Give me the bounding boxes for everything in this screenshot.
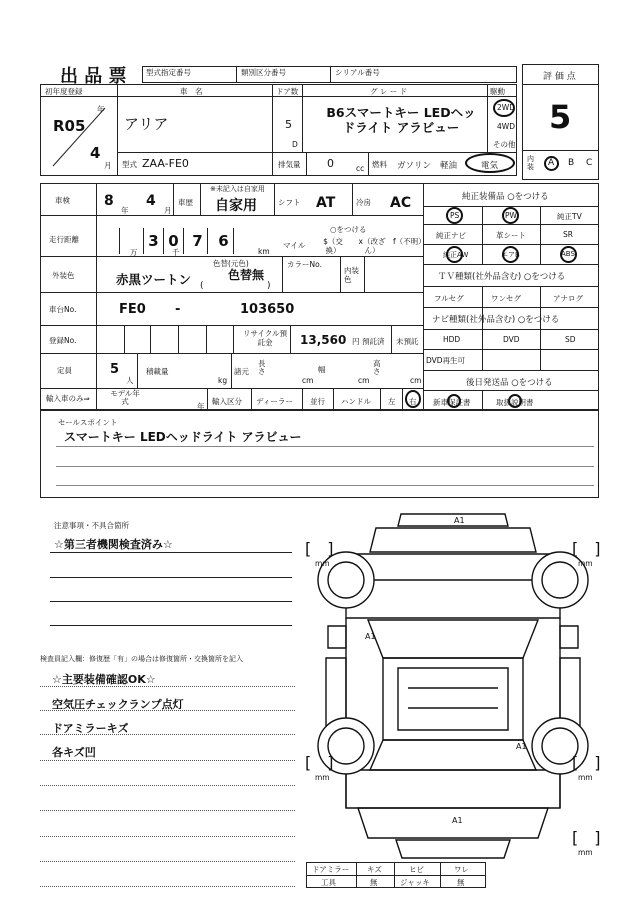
door-label: ドア数 [276, 87, 299, 96]
divider [40, 256, 423, 257]
divider [333, 388, 334, 410]
tire-bracket-fl: [ ] [305, 539, 334, 558]
divider [522, 84, 599, 85]
handle-option-right: 右 [409, 397, 417, 406]
divider [340, 256, 341, 292]
car-name-value: アリア [124, 115, 169, 133]
dims-length-unit: cm [302, 376, 314, 385]
equip-ps: PS [450, 211, 460, 220]
inspector-line-4: 各キズ凹 [52, 746, 96, 759]
door-suffix: D [292, 140, 298, 149]
equip-navi: 純正ナビ [436, 231, 466, 240]
capacity-value: 5 [110, 362, 120, 377]
note-line [40, 810, 295, 811]
divider [402, 388, 403, 410]
damage-mark-left: A1 [365, 632, 376, 641]
divider [306, 152, 307, 176]
legend-tools: 工具 [321, 878, 336, 887]
displacement-label: 排気量 [278, 160, 301, 169]
note-line [40, 886, 295, 887]
dims-length-label: 長さ [258, 359, 266, 376]
history-label: 車歴 [178, 198, 193, 207]
divider [251, 388, 252, 410]
mileage-digit-cell: 7 [188, 228, 208, 254]
grade-value: B6スマートキー LEDヘッドライト アラビュー [326, 105, 476, 135]
divider [440, 862, 441, 888]
divider [56, 466, 594, 467]
man-unit: 万 [130, 248, 138, 257]
divider [482, 206, 483, 264]
chassis-prefix: FE0 [119, 302, 146, 317]
mm-rr: mm [578, 773, 593, 782]
tire-bracket-rr: [ ] [572, 753, 601, 772]
equip-leather: 革シート [496, 231, 526, 240]
divider [391, 325, 392, 353]
divider [290, 325, 291, 353]
mileage-digit-cell: 3 [144, 228, 164, 254]
interior-option-a: A [548, 158, 555, 168]
displacement-value: 0 [327, 157, 334, 170]
divider [137, 353, 138, 388]
note-line [40, 861, 295, 862]
divider [522, 150, 599, 151]
shift-label: シフト [278, 198, 301, 207]
dims-height-label: 高さ [373, 359, 381, 376]
sales-point-text: スマートキー LEDヘッドライト アラビュー [64, 430, 302, 444]
registration-number-label: 登録No. [49, 336, 77, 345]
recycle-label: リサイクル預託金 [243, 329, 287, 347]
divider [423, 349, 599, 350]
paren-open: ( [200, 281, 204, 291]
year-unit: 年 [97, 105, 105, 114]
legend-mirror: ドアミラー [312, 865, 350, 874]
damage-mark-rear: A1 [452, 816, 463, 825]
divider [96, 388, 97, 410]
divider [231, 353, 232, 388]
interior-option-c: C [586, 158, 593, 168]
divider [173, 183, 174, 215]
divider [200, 183, 201, 215]
fuel-option-gasoline: ガソリン [397, 161, 432, 171]
shaken-year: 8 [104, 193, 114, 209]
divider [487, 84, 488, 152]
model-cert-label: 型式指定番号 [146, 68, 191, 77]
note-line [40, 785, 295, 786]
divider [423, 244, 599, 245]
damage-mark-right: A1 [516, 742, 527, 751]
mileage-digit-cell: 0 [164, 228, 184, 254]
mm-fl: mm [315, 559, 330, 568]
note-line [40, 734, 295, 735]
odometer-instruction: ○をつける [330, 225, 367, 234]
dims-height-unit: cm [410, 376, 422, 385]
divider [302, 84, 303, 152]
inspector-line-2: 空気圧チェックランプ点灯 [52, 698, 184, 711]
color-label: 外装色 [52, 271, 75, 280]
import-label: 輸入車のみ⇒ [46, 394, 90, 403]
registration-month: 4 [90, 144, 101, 162]
tire-bracket-rl: [ ] [305, 753, 334, 772]
divider [274, 183, 275, 215]
tv-title: ＴＶ種類(社外品含む) ○をつける [438, 272, 566, 282]
divider [423, 224, 599, 225]
color-number-label: カラーNo. [287, 260, 322, 269]
dims-label: 諸元 [234, 367, 249, 376]
vehicle-damage-diagram [298, 508, 608, 892]
warranty-circle [447, 394, 461, 408]
km-unit: km [258, 247, 270, 256]
tv-option-fullseg: フルセグ [434, 294, 464, 303]
chassis-dash: - [175, 302, 181, 317]
model-label: 型式 [122, 160, 137, 169]
color-change-label: 色替(元色) [213, 259, 249, 268]
divider [56, 485, 594, 486]
inspector-label: 検査員記入欄：修復歴「有」の場合は修復箇所・交換箇所を記入 [40, 655, 243, 663]
divider [40, 325, 423, 326]
dims-width-unit: cm [358, 376, 370, 385]
chassis-number: 103650 [240, 302, 295, 317]
inspector-line-1: ☆主要装備確認OK☆ [52, 673, 156, 686]
recycle-option-paid: 預託済 [362, 337, 385, 346]
equipment-title: 純正装備品 ○をつける [462, 192, 549, 202]
inspector-line-3: ドアミラーキズ [52, 722, 129, 735]
caution-text: ☆第三者機関検査済み☆ [54, 538, 173, 551]
divider [368, 152, 369, 176]
drive-label: 駆動 [490, 87, 505, 96]
mm-fr: mm [578, 559, 593, 568]
divider [207, 388, 208, 410]
fuel-option-diesel: 軽油 [440, 161, 458, 171]
navi-option-dvd: DVD [503, 335, 520, 344]
legend-scratch: キズ [367, 865, 382, 874]
divider [50, 601, 292, 602]
divider [356, 862, 357, 888]
divider [50, 552, 292, 553]
legend-crack: ヒビ [409, 865, 424, 874]
sales-point-label: セールスポイント [58, 418, 118, 427]
handle-label: ハンドル [341, 397, 371, 406]
equip-tv: 純正TV [557, 212, 582, 221]
divider [423, 307, 599, 308]
navi-title: ナビ種類(社外品含む) ○をつける [432, 315, 560, 325]
load-label: 積載量 [146, 367, 169, 376]
divider [423, 286, 599, 287]
interior-option-b: B [568, 158, 575, 168]
equip-airbag: エアB [501, 251, 520, 259]
displacement-unit: cc [356, 164, 365, 173]
recycle-option-unpaid: 未預託 [396, 337, 419, 346]
later-items-title: 後日発送品 ○をつける [466, 378, 553, 388]
divider [423, 264, 599, 265]
legend-jack-value: 無 [457, 878, 465, 887]
divider [206, 325, 207, 353]
divider [423, 370, 599, 371]
drive-option-2wd: 2WD [497, 103, 515, 112]
model-year-label: モデル年式 [110, 389, 140, 406]
fuel-option-electric: 電気 [481, 161, 499, 171]
model-value: ZAA-FE0 [142, 157, 189, 170]
navi-option-hdd: HDD [443, 335, 461, 344]
grade-label: グ レ ー ド [370, 87, 408, 96]
equip-abs: ABS [561, 250, 575, 258]
divider [394, 862, 395, 888]
divider [482, 390, 483, 410]
navi-option-sd: SD [565, 335, 576, 344]
capacity-unit: 人 [126, 376, 134, 385]
tire-bracket-fr: [ ] [572, 539, 601, 558]
fuel-label: 燃料 [372, 160, 387, 169]
shaken-month-unit: 月 [164, 206, 172, 215]
legend-break: ワレ [454, 865, 469, 874]
handle-option-left: 左 [388, 397, 396, 406]
divider [423, 390, 599, 391]
divider [233, 325, 234, 353]
divider [306, 875, 486, 876]
load-unit: kg [218, 376, 228, 385]
divider [236, 66, 237, 83]
divider [482, 286, 483, 370]
color-value: 赤黒ツートン [116, 272, 192, 287]
chassis-label: 車台No. [49, 305, 77, 314]
mm-rl: mm [315, 773, 330, 782]
divider [282, 256, 283, 292]
damage-mark-front: A1 [454, 516, 465, 525]
note-line [40, 686, 295, 687]
color-change-value: 色替無 [228, 268, 265, 282]
divider [124, 325, 125, 353]
divider [423, 183, 424, 410]
equip-sr: SR [563, 230, 573, 239]
later-option-warranty: 新車保証書 [433, 398, 471, 407]
odo-option-unknown: f（不明） [393, 237, 426, 246]
evaluation-score: 5 [549, 98, 572, 136]
shaken-label: 車検 [55, 196, 70, 205]
divider [150, 325, 151, 353]
odo-option-tampered: x（改ざん） [358, 237, 386, 255]
recycle-amount: 13,560 [300, 333, 347, 347]
divider [50, 577, 292, 578]
note-line [40, 836, 295, 837]
caution-label: 注意事項・不具合箇所 [54, 521, 129, 530]
dvd-playback-label: DVD再生可 [426, 356, 466, 365]
history-value: 自家用 [215, 198, 257, 214]
manual-circle [508, 394, 522, 408]
capacity-label: 定員 [57, 366, 72, 375]
serial-label: シリアル番号 [335, 68, 380, 77]
odo-option-exchanged: $（交換） [323, 237, 343, 255]
divider [540, 286, 541, 370]
tv-option-oneseg: ワンセグ [491, 294, 521, 303]
divider [117, 84, 118, 176]
mileage-digit-cell [100, 228, 120, 254]
tire-bracket-spare: [ ] [572, 828, 601, 847]
divider [423, 329, 599, 330]
drive-option-4wd: 4WD [497, 122, 515, 131]
registration-era: R05 [53, 117, 86, 135]
divider [302, 388, 303, 410]
month-unit: 月 [104, 161, 112, 170]
interior-label: 内装 [527, 155, 534, 171]
tv-option-analog: アナログ [553, 294, 583, 303]
equip-aw: 純正AW [443, 251, 469, 259]
equip-pw: PW [505, 211, 517, 220]
shaken-year-unit: 年 [121, 206, 129, 215]
divider [40, 292, 423, 293]
note-line [40, 760, 295, 761]
ac-value: AC [390, 195, 412, 211]
divider [330, 66, 331, 83]
car-name-label: 車 名 [180, 87, 203, 96]
divider [178, 325, 179, 353]
doors-value: 5 [285, 118, 292, 131]
divider [272, 84, 273, 176]
ac-label: 冷房 [356, 198, 371, 207]
import-class-label: 輸入区分 [212, 397, 242, 406]
later-option-manual: 取扱説明書 [496, 398, 534, 407]
history-note: ※未記入は自家用 [210, 185, 265, 193]
shift-value: AT [316, 195, 336, 211]
divider [40, 215, 423, 216]
dims-width-label: 幅 [318, 365, 326, 374]
interior-color-label: 内装色 [344, 266, 359, 284]
import-option-parallel: 並行 [310, 397, 325, 406]
mm-spare: mm [578, 848, 593, 857]
category-label: 類別区分番号 [241, 68, 286, 77]
divider [352, 183, 353, 215]
mile-option: マイル [283, 241, 306, 250]
import-year-unit: 年 [197, 402, 205, 411]
divider [56, 446, 594, 447]
legend-jack: ジャッキ [400, 878, 430, 887]
recycle-unit: 円 [352, 337, 360, 346]
note-line [40, 710, 295, 711]
divider [117, 152, 517, 153]
sen-unit: 千 [172, 248, 180, 257]
page-title: 出 品 票 [60, 66, 127, 87]
divider [364, 256, 365, 292]
shaken-month: 4 [146, 193, 156, 209]
mileage-digit-cell: 6 [214, 228, 234, 254]
evaluation-label: 評 価 点 [543, 72, 576, 82]
divider [50, 625, 292, 626]
import-option-dealer: ディーラー [256, 397, 293, 406]
divider [540, 206, 541, 264]
divider [380, 388, 381, 410]
mileage-label: 走行距離 [49, 235, 79, 244]
paren-close: ) [267, 281, 271, 291]
first-registration-label: 初年度登録 [45, 87, 83, 96]
legend-tools-value: 無 [370, 878, 378, 887]
divider [40, 388, 423, 389]
drive-option-other: その他 [493, 140, 516, 149]
